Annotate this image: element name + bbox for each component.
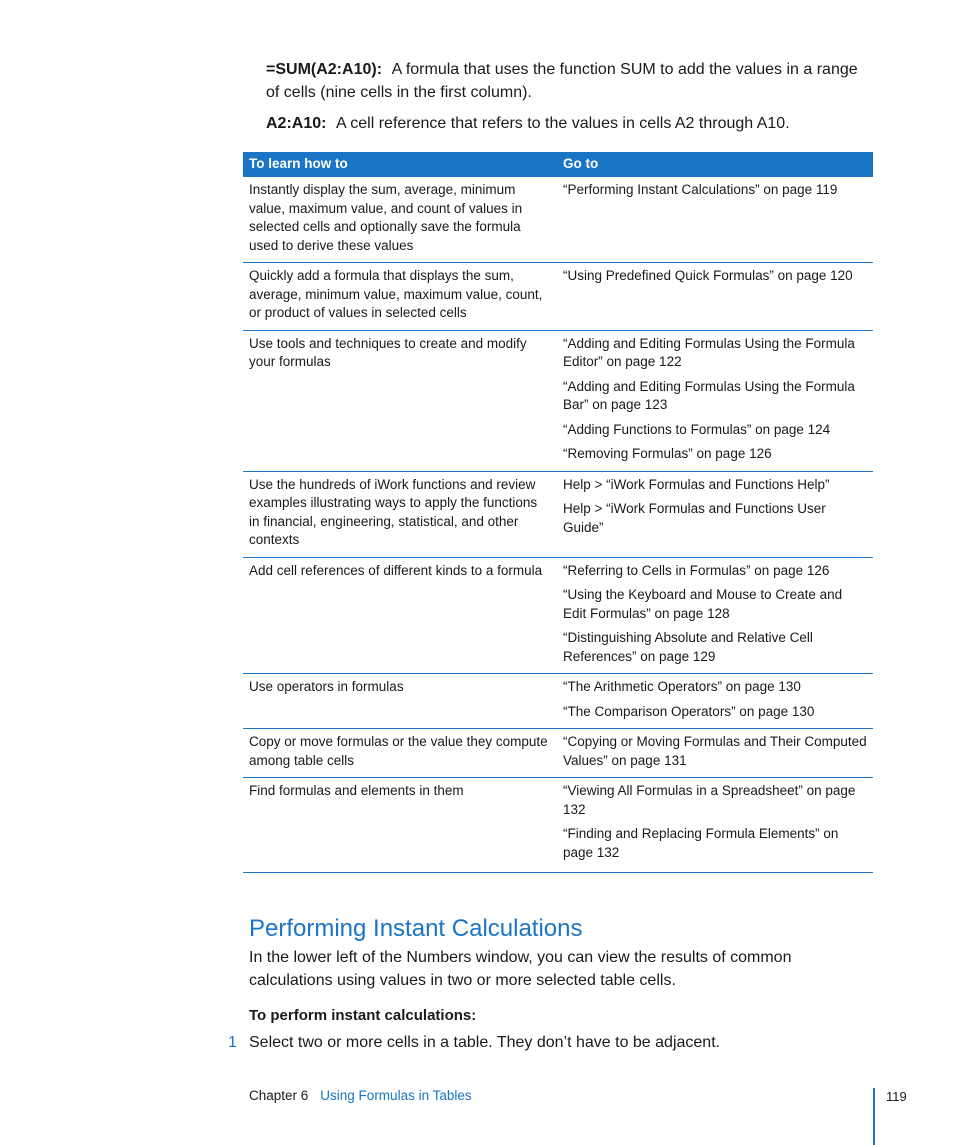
cell-learn: Copy or move formulas or the value they compute among table cells (243, 729, 557, 778)
table-row (243, 729, 873, 778)
goto-reference: “Referring to Cells in Formulas” on page 126 (563, 562, 830, 578)
goto-reference: “Adding Functions to Formulas” on page 124 (563, 421, 831, 437)
cell-learn: Use the hundreds of iWork functions and review examples illustrating ways to apply the functions in financial, engineering, statistical, and other contexts (243, 471, 557, 557)
table-row (243, 177, 873, 263)
step-number: 1 (228, 1034, 237, 1051)
definition-text: A cell reference that refers to the values in cells A2 through A10. (336, 115, 790, 132)
table-row (243, 330, 873, 471)
cell-learn: Find formulas and elements in them (243, 778, 557, 873)
step-item (228, 1032, 868, 1054)
section-intro: In the lower left of the Numbers window, you can view the results of common calculations using values in two or more selected table cells. (249, 949, 792, 989)
cell-goto (557, 778, 873, 873)
header-learn: To learn how to (243, 152, 557, 177)
goto-reference: “Using the Keyboard and Mouse to Create and Edit Formulas” on page 128 (563, 587, 843, 621)
goto-reference: “Using Predefined Quick Formulas” on page 120 (563, 268, 853, 283)
cell-learn: Instantly display the sum, average, minimum value, maximum value, and count of values in selected cells and optionally save the formula used to derive these values (243, 177, 557, 263)
definition-term: =SUM(A2:A10): (266, 61, 383, 78)
table-body (243, 177, 873, 873)
header-goto: Go to (557, 152, 873, 177)
footer-chapter-title: Using Formulas in Tables (320, 1088, 472, 1103)
page-number: 119 (886, 1089, 907, 1104)
goto-reference: “Performing Instant Calculations” on page 119 (563, 182, 838, 197)
section-title: Performing Instant Calculations (249, 915, 583, 942)
table-row (243, 674, 873, 729)
page-footer (249, 1088, 472, 1103)
cell-goto (557, 674, 873, 729)
goto-reference: “Viewing All Formulas in a Spreadsheet” on page 132 (563, 783, 856, 817)
cell-learn: Use tools and techniques to create and modify your formulas (243, 330, 557, 471)
table-row (243, 471, 873, 557)
definition-range (266, 112, 866, 135)
goto-reference: “Removing Formulas” on page 126 (563, 446, 772, 461)
step-text: Select two or more cells in a table. They don’t have to be adjacent. (249, 1034, 721, 1051)
page-number-rule (873, 1088, 875, 1145)
cell-goto (557, 330, 873, 471)
table-row (243, 778, 873, 873)
cell-learn: Quickly add a formula that displays the sum, average, minimum value, maximum value, count, or product of values in selected cells (243, 263, 557, 331)
definition-sum (266, 58, 866, 104)
table-row (243, 263, 873, 331)
goto-reference: “The Comparison Operators” on page 130 (563, 703, 815, 719)
table-header-row (243, 152, 873, 177)
cell-learn: Use operators in formulas (243, 674, 557, 729)
goto-reference: “Copying or Moving Formulas and Their Computed Values” on page 131 (563, 734, 867, 768)
cell-goto (557, 729, 873, 778)
table-row (243, 557, 873, 674)
definitions (266, 58, 866, 143)
goto-reference: “Finding and Replacing Formula Elements” on page 132 (563, 826, 839, 860)
cell-learn: Add cell references of different kinds to a formula (243, 557, 557, 674)
goto-reference: “Distinguishing Absolute and Relative Cell References” on page 129 (563, 630, 813, 664)
reference-table (243, 152, 873, 873)
definition-text: A formula that uses the function SUM to add the values in a range of cells (nine cells in the first column). (266, 61, 858, 101)
goto-reference: “The Arithmetic Operators” on page 130 (563, 679, 801, 694)
cell-goto (557, 263, 873, 331)
cell-goto (557, 471, 873, 557)
goto-reference: Help > “iWork Formulas and Functions User Guide” (563, 501, 826, 535)
goto-reference: “Adding and Editing Formulas Using the Formula Editor” on page 122 (563, 335, 855, 369)
procedure-heading: To perform instant calculations: (249, 1007, 477, 1024)
cell-goto (557, 177, 873, 263)
definition-term: A2:A10: (266, 115, 327, 132)
goto-reference: “Adding and Editing Formulas Using the Formula Bar” on page 123 (563, 378, 855, 412)
cell-goto (557, 557, 873, 674)
footer-chapter: Chapter 6 (249, 1088, 309, 1103)
goto-reference: Help > “iWork Formulas and Functions Help” (563, 476, 830, 492)
